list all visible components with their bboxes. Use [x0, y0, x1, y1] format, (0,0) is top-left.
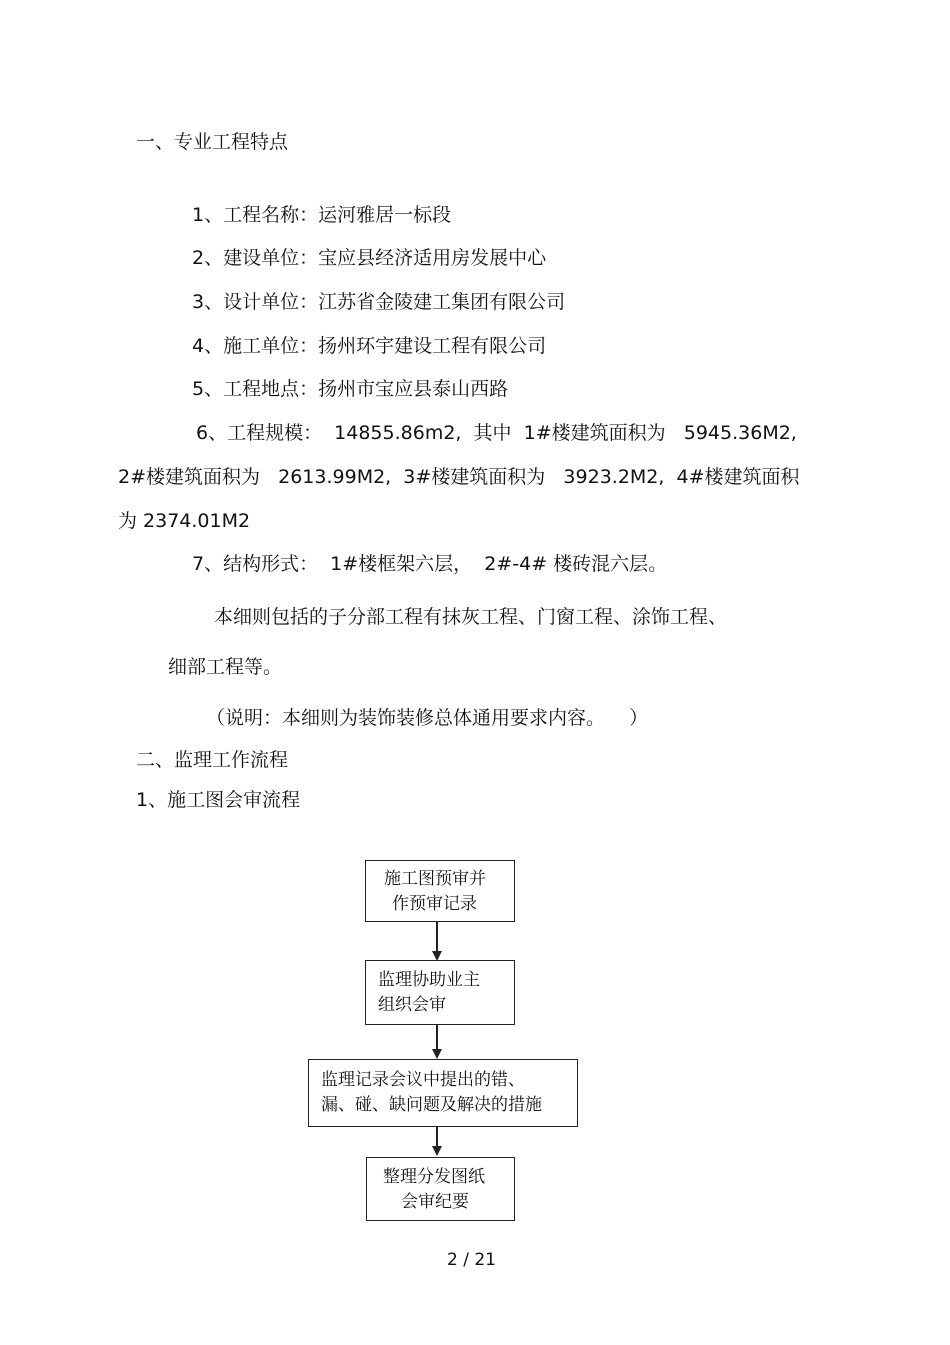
structure-form-item: 7、结构形式： 1#楼框架六层， 2#-4# 楼砖混六层。 — [192, 553, 668, 575]
project-scale-line2: 2#楼建筑面积为 2613.99M2, 3#楼建筑面积为 3923.2M2, 4#楼建筑面积 — [118, 466, 800, 488]
flow-step-3 — [308, 1059, 578, 1127]
builder-unit-item: 2、建设单位：宝应县经济适用房发展中心 — [192, 247, 547, 269]
note-line: （说明：本细则为装饰装修总体通用要求内容。 ） — [206, 707, 649, 729]
flow-step-1-line2: 作预审记录 — [392, 894, 477, 914]
scope-line2: 细部工程等。 — [168, 656, 283, 678]
flow-step-4 — [366, 1157, 515, 1221]
flow-step-2 — [365, 960, 515, 1025]
page-number: 2 / 21 — [447, 1250, 496, 1270]
flow-step-4-line1: 整理分发图纸 — [383, 1167, 485, 1187]
design-unit-item: 3、设计单位：江苏省金陵建工集团有限公司 — [192, 291, 566, 313]
flow-step-3-line1: 监理记录会议中提出的错、 — [321, 1070, 525, 1090]
flow-step-3-line2: 漏、碰、缺问题及解决的措施 — [321, 1095, 542, 1115]
flow-step-1-line1: 施工图预审并 — [384, 869, 486, 889]
project-scale-line1: 6、工程规模： 14855.86m2, 其中 1#楼建筑面积为 5945.36M2, — [196, 422, 797, 444]
project-location-item: 5、工程地点：扬州市宝应县泰山西路 — [192, 378, 509, 400]
section2-subheading: 1、施工图会审流程 — [136, 789, 301, 811]
section2-heading: 二、监理工作流程 — [136, 749, 289, 771]
flow-step-2-line2: 组织会审 — [378, 995, 446, 1015]
flow-step-4-line2: 会审纪要 — [401, 1192, 469, 1212]
section1-heading: 一、专业工程特点 — [136, 131, 289, 153]
scope-line1: 本细则包括的子分部工程有抹灰工程、门窗工程、涂饰工程、 — [214, 606, 728, 628]
project-name-item: 1、工程名称：运河雅居一标段 — [192, 204, 452, 226]
flow-step-1 — [365, 860, 515, 922]
construction-unit-item: 4、施工单位：扬州环宇建设工程有限公司 — [192, 335, 547, 357]
flow-step-2-line1: 监理协助业主 — [378, 970, 480, 990]
project-scale-line3: 为 2374.01M2 — [118, 510, 251, 532]
